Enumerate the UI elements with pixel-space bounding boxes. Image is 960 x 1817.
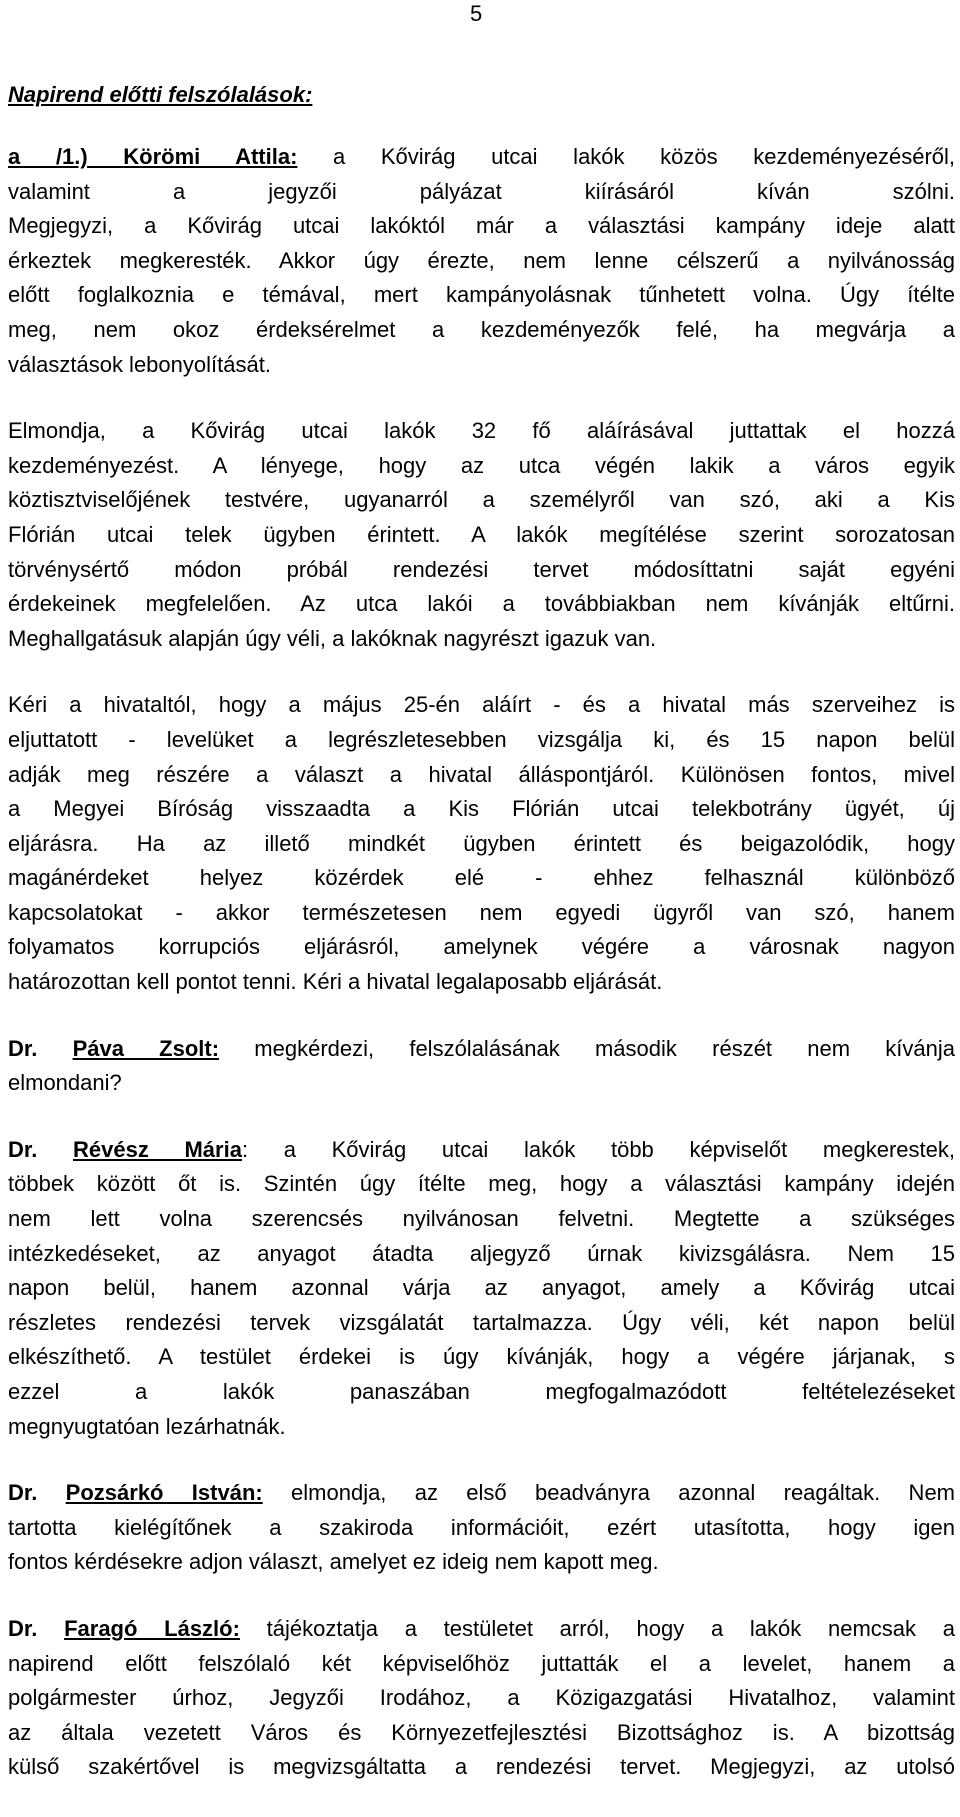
paragraph-line: eljárásra. Ha az illető mindkét ügyben érintett és beigazolódik, hogy: [8, 830, 955, 856]
paragraph-line: elkészíthető. A testület érdekei is úgy kívánják, hogy a végére járjanak, s: [8, 1344, 955, 1370]
speaker-name: Pozsárkó István:: [65, 1480, 263, 1506]
paragraph-line: határozottan kell pontot tenni. Kéri a hivatal legalaposabb eljárását.: [8, 969, 663, 995]
paragraph-line: a /1.) Körömi Attila: a Kővirág utcai lakók közös kezdeményezéséről,: [8, 144, 956, 169]
paragraph-line: magánérdeket helyez közérdek elé - ehhez felhasznál különböző: [8, 865, 955, 891]
paragraph-line: ezzel a lakók panaszában megfogalmazódott feltételezéseket: [8, 1379, 955, 1404]
paragraph-line: polgármester úrhoz, Jegyzői Irodához, a Közigazgatási Hivatalhoz, valamint: [8, 1685, 955, 1711]
speaker-name: Körömi Attila:: [123, 144, 298, 169]
paragraph-line: Dr. Páva Zsolt: megkérdezi, felszólalásának második részét nem kívánja: [8, 1035, 955, 1061]
speaker-name: Révész Mária: [73, 1136, 242, 1162]
paragraph-revesz: [8, 1133, 955, 1444]
paragraph-line: választások lebonyolítását.: [8, 351, 271, 377]
paragraph-line: a Megyei Bíróság visszaadta a Kis Flórián utcai telekbotrány ügyét, új: [8, 796, 955, 822]
paragraph-line: Flórián utcai telek ügyben érintett. A lakók megítélése szerint sorozatosan: [8, 521, 955, 547]
paragraph-line: nem lett volna szerencsés nyilvánosan felvetni. Megtette a szükséges: [8, 1206, 955, 1232]
paragraph-line: megnyugtatóan lezárhatnák.: [8, 1413, 286, 1439]
speaker-label: Dr. Révész Mária: [8, 1136, 242, 1162]
document-body: [8, 78, 955, 1817]
paragraph-pava: [8, 1032, 955, 1101]
paragraph-line: törvénysértő módon próbál rendezési tervet módosíttatni saját egyéni: [8, 556, 955, 582]
paragraph-line: folyamatos korrupciós eljárásról, amelynek végére a városnak nagyon: [8, 934, 955, 960]
paragraph-line: külső szakértővel is megvizsgáltatta a rendezési tervet. Megjegyzi, az utolsó: [8, 1754, 955, 1780]
paragraph-line: Dr. Pozsárkó István: elmondja, az első beadványra azonnal reagáltak. Nem: [8, 1480, 956, 1506]
paragraph-line: tartotta kielégítőnek a szakiroda információit, ezért utasította, hogy igen: [8, 1514, 955, 1540]
paragraph-line: valamint a jegyzői pályázat kiírásáról kíván szólni.: [8, 178, 955, 204]
paragraph-line: eljuttatott - levelüket a legrészletesebben vizsgálja ki, és 15 napon belül: [8, 726, 955, 752]
section-heading: Napirend előtti felszólalások:: [8, 82, 313, 107]
paragraph-line: köztisztviselőjének testvére, ugyanarról a személyről van szó, aki a Kis: [8, 487, 955, 513]
paragraph-line: adják meg részére a választ a hivatal álláspontjáról. Különösen fontos, mivel: [8, 761, 955, 787]
page-number: 5: [470, 1, 483, 26]
paragraph-line: többek között őt is. Szintén úgy ítélte meg, hogy a választási kampány idején: [8, 1171, 955, 1197]
paragraph-line: kezdeményezést. A lényege, hogy az utca végén lakik a város egyik: [8, 452, 955, 478]
paragraph-line: intézkedéseket, az anyagot átadta aljegyző úrnak kivizsgálásra. Nem 15: [8, 1240, 955, 1266]
paragraph-kovirag-initiative: [8, 414, 955, 656]
paragraph-line: érdekeinek megfelelően. Az utca lakói a továbbiakban nem kívánják eltűrni.: [8, 591, 955, 617]
paragraph-line: kapcsolatokat - akkor természetesen nem egyedi ügyről van szó, hanem: [8, 899, 955, 925]
paragraph-pozsarko: [8, 1476, 955, 1580]
speaker-label: Dr. Páva Zsolt:: [8, 1035, 220, 1061]
paragraph-line: napon belül, hanem azonnal várja az anyagot, amely a Kővirág utcai: [8, 1275, 955, 1301]
paragraph-line: érkeztek megkeresték. Akkor úgy érezte, nem lenne célszerű a nyilvánosság: [8, 247, 955, 273]
paragraph-line: részletes rendezési tervek vizsgálatát tartalmazza. Úgy véli, két napon belül: [8, 1309, 955, 1335]
paragraph-request: [8, 688, 955, 999]
speaker-label: a /1.) Körömi Attila:: [8, 144, 298, 169]
paragraph-line: elmondani?: [8, 1070, 122, 1096]
paragraph-line: napirend előtt felszólaló két képviselőhöz juttatták el a levelet, hanem a: [8, 1650, 955, 1676]
speaker-name: Faragó László:: [64, 1615, 240, 1641]
paragraph-line: az általa vezetett Város és Környezetfejlesztési Bizottsághoz is. A bizottság: [8, 1719, 955, 1745]
paragraph-line: Elmondja, a Kővirág utcai lakók 32 fő aláírásával juttattak el hozzá: [8, 418, 955, 444]
paragraph-line: Dr. Faragó László: tájékoztatja a testületet arról, hogy a lakók nemcsak a: [8, 1615, 955, 1641]
paragraph-koromi: [8, 140, 955, 382]
speaker-label: Dr. Faragó László:: [8, 1615, 240, 1641]
paragraph-line: fontos kérdésekre adjon választ, amelyet ez ideig nem kapott meg.: [8, 1549, 659, 1575]
paragraph-farago: [8, 1612, 955, 1785]
paragraph-line: Dr. Révész Mária: a Kővirág utcai lakók több képviselőt megkerestek,: [8, 1136, 955, 1162]
speaker-name: Páva Zsolt:: [72, 1035, 220, 1061]
paragraph-line: előtt foglalkoznia e témával, mert kampányolásnak tűnhetett volna. Úgy ítélte: [8, 282, 955, 308]
paragraph-line: Megjegyzi, a Kővirág utcai lakóktól már a választási kampány ideje alatt: [8, 213, 955, 239]
paragraph-line: Kéri a hivataltól, hogy a május 25-én aláírt - és a hivatal más szerveihez is: [8, 692, 955, 718]
speaker-label: Dr. Pozsárkó István:: [8, 1480, 263, 1506]
paragraph-line: Meghallgatásuk alapján úgy véli, a lakóknak nagyrészt igazuk van.: [8, 625, 657, 651]
paragraph-line: meg, nem okoz érdeksérelmet a kezdeményezők felé, ha megvárja a: [8, 316, 955, 342]
